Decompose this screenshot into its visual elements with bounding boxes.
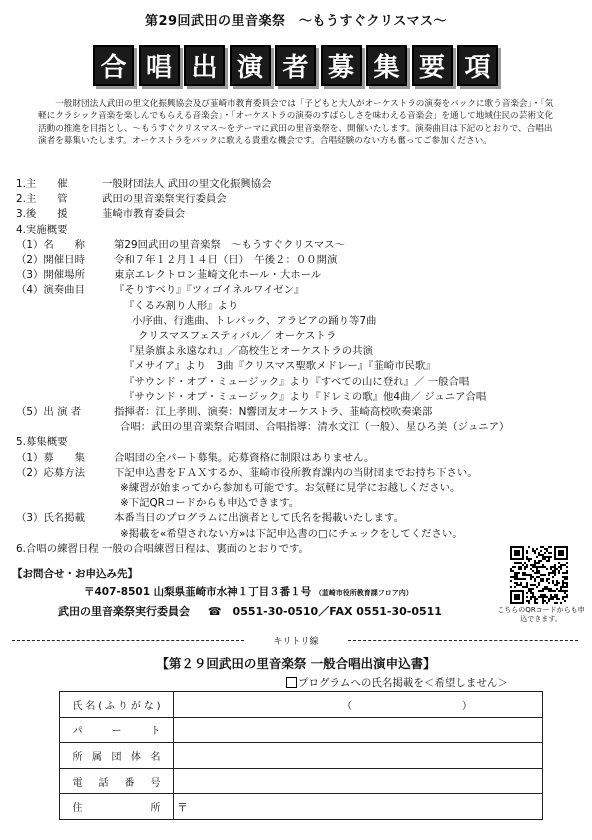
recruit-value: 合唱団の全パート募集。応募資格に制限はありません。 xyxy=(114,451,375,464)
program-item: 『メサイア』より 3曲『クリスマス聖歌メドレー』『韮崎市民歌』 xyxy=(124,360,436,373)
apply-row xyxy=(10,466,580,481)
contact-address: 〒407-8501 山梨県韮崎市水神１丁目３番１号 xyxy=(84,586,312,598)
contact-title: 【お問合せ・お申込み先】 xyxy=(12,568,138,580)
cut-dash-right xyxy=(348,640,578,641)
banner-char: 演 xyxy=(230,45,271,86)
banner-char: 出 xyxy=(184,45,225,86)
intro-paragraph: 一般財団法人武田の里文化振興協会及び韮崎市教育委員会では「子どもと大人がオーケストラの演奏をバックに歌う音楽会」・「気軽にクラシック音楽を楽しんでもらえる音楽会」・「オーケストラの演奏のすばらしさを味わえる音楽会」を通して地域住民の芸術文化活動の推進を目指とし、～もうすぐクリスマス～をテーマに武田の里音楽祭を、開催いたします。演奏曲目は下記のとおりで、合唱出演者を募集いたします。オーケストラをバックに歌える貴重な機会です。合唱経験のない方も奮ってご参加ください。 xyxy=(38,99,554,147)
program-item: 『そりすべり』『ツィゴイネルワイゼン』 xyxy=(114,284,305,297)
sponsor-label: 3.後 援 xyxy=(16,208,68,221)
performers-row xyxy=(10,405,580,420)
apply-label: （2）応募方法 xyxy=(16,466,85,479)
performers-label: （5）出 演 者 xyxy=(16,406,82,419)
recruit-heading: 5.募集概要 xyxy=(16,436,68,449)
banner-char: 要 xyxy=(412,45,453,86)
performers-item: 合唱：武田の里音楽祭合唱団、合唱指導：清水文江（一般）、星ひろ美（ジュニア） xyxy=(120,421,510,434)
contact-org-line xyxy=(12,603,512,619)
form-label-address: 住所 xyxy=(60,794,174,820)
venue-value: 東京エレクトロン韮崎文化ホール・大ホール xyxy=(114,269,322,282)
venue-label: （3）開催場所 xyxy=(16,269,85,282)
form-field-name[interactable]: （ ） xyxy=(174,692,543,718)
form-row xyxy=(60,717,543,743)
manager-value: 武田の里音楽祭実行委員会 xyxy=(102,193,227,206)
apply-item: ※練習が始まってから参加も可能です。お気軽に見学にお越しください。 xyxy=(120,482,461,495)
names-item: ※掲載を«希望されない方»は下記申込書の□にチェックをしてください。 xyxy=(120,527,463,540)
recruit-row xyxy=(10,451,580,466)
qr-code[interactable] xyxy=(510,546,568,604)
event-date-label: （2）開催日時 xyxy=(16,254,85,267)
program-item: クリスマスフェスティバル／ オーケストラ xyxy=(138,330,337,343)
rehearsal-line: 6.合唱の練習日程 一般の合唱練習日程は、裏面のとおりです。 xyxy=(16,542,309,555)
apply-item: 下記申込書をＦＡＸするか、韮崎市役所教育課内の当財団までお持ち下さい。 xyxy=(114,466,478,479)
cut-dash-left xyxy=(12,640,244,641)
event-date-row xyxy=(10,253,580,268)
contact-block xyxy=(12,566,512,619)
sponsor-value: 韮崎市教育委員会 xyxy=(102,208,186,221)
qr-caption: こちらのQRコードからも申込できます。 xyxy=(497,606,585,623)
event-title: 第29回武田の里音楽祭 ～もうすぐクリスマス～ xyxy=(144,14,448,29)
names-label: （3）氏名掲載 xyxy=(16,512,85,525)
form-row xyxy=(60,692,543,718)
event-name-label: （1）名 称 xyxy=(16,238,85,251)
form-field-phone[interactable] xyxy=(174,768,543,794)
banner-char: 項 xyxy=(457,45,498,86)
form-label-phone: 電話番号 xyxy=(60,768,174,794)
recruitment-banner xyxy=(93,45,498,89)
form-field-group[interactable] xyxy=(174,743,543,769)
event-date-value: 令和７年１２月１４日（日） 午後２：００開演 xyxy=(114,254,338,267)
banner-char: 唱 xyxy=(139,45,180,86)
program-label: （4）演奏曲目 xyxy=(16,284,85,297)
outline-section xyxy=(10,177,580,557)
performers-item: 指揮者：江上孝則、演奏：N響団友オーケストラ、韮崎高校吹奏楽部 xyxy=(114,406,433,419)
cut-line xyxy=(12,634,578,646)
form-label-group: 所属団体名 xyxy=(60,743,174,769)
form-label-name: 氏名(ふりがな) xyxy=(60,692,174,718)
organizer-row xyxy=(10,177,580,192)
opt-out-option[interactable] xyxy=(286,675,508,690)
banner-char: 者 xyxy=(275,45,316,86)
form-row xyxy=(60,768,543,794)
sponsor-row xyxy=(10,207,580,222)
apply-item: ※下記QRコードからも申込できます。 xyxy=(120,497,300,510)
names-row xyxy=(10,511,580,526)
banner-char: 募 xyxy=(321,45,362,86)
banner-char: 合 xyxy=(93,45,134,86)
program-item: 『サウンド・オブ・ミュージック』より『すべての山に登れ』／ 一般合唱 xyxy=(124,375,470,388)
form-label-part: パート xyxy=(60,717,174,743)
manager-row xyxy=(10,192,580,207)
program-row xyxy=(10,283,580,298)
event-name-row xyxy=(10,238,580,253)
program-item: 『星条旗よ永遠なれ』／高校生とオーケストラの共演 xyxy=(124,345,373,358)
overview-heading: 4.実施概要 xyxy=(16,223,68,236)
program-item: 『サウンド・オブ・ミュージック』より『ドレミの歌』他4曲／ ジュニア合唱 xyxy=(124,390,487,403)
banner-char: 集 xyxy=(366,45,407,86)
form-field-address[interactable]: 〒 xyxy=(174,794,543,820)
form-title: 【第２９回武田の里音楽祭 一般合唱出演申込書】 xyxy=(156,656,436,671)
organizer-value: 一般財団法人 武田の里文化振興協会 xyxy=(102,178,272,190)
venue-row xyxy=(10,268,580,283)
opt-out-label: プログラムへの氏名掲載を＜希望しません＞ xyxy=(298,677,508,689)
cut-line-label: キリトリ線 xyxy=(273,637,319,647)
opt-out-checkbox[interactable] xyxy=(286,677,297,688)
event-name-value: 第29回武田の里音楽祭 ～もうすぐクリスマス～ xyxy=(114,238,346,251)
recruit-label: （1）募 集 xyxy=(16,451,85,464)
application-form xyxy=(59,691,543,820)
contact-phone[interactable]: ☎ 0551-30-0510／FAX 0551-30-0511 xyxy=(207,605,442,618)
contact-address-line xyxy=(12,584,512,599)
contact-address-note: （韮崎市役所教育課フロア内） xyxy=(314,589,413,597)
manager-label: 2.主 管 xyxy=(16,193,68,206)
form-field-part[interactable] xyxy=(174,717,543,743)
form-row xyxy=(60,794,543,820)
organizer-label: 1.主 催 xyxy=(16,178,68,190)
program-item: 『くるみ割り人形』より xyxy=(124,299,239,312)
names-item: 本番当日のプログラムに出演者として氏名を掲載いたします。 xyxy=(114,512,404,525)
program-item: 小序曲、行進曲、トレパック、アラビアの踊り等7曲 xyxy=(132,314,377,327)
contact-org: 武田の里音楽祭実行委員会 xyxy=(58,605,190,618)
form-row xyxy=(60,743,543,769)
